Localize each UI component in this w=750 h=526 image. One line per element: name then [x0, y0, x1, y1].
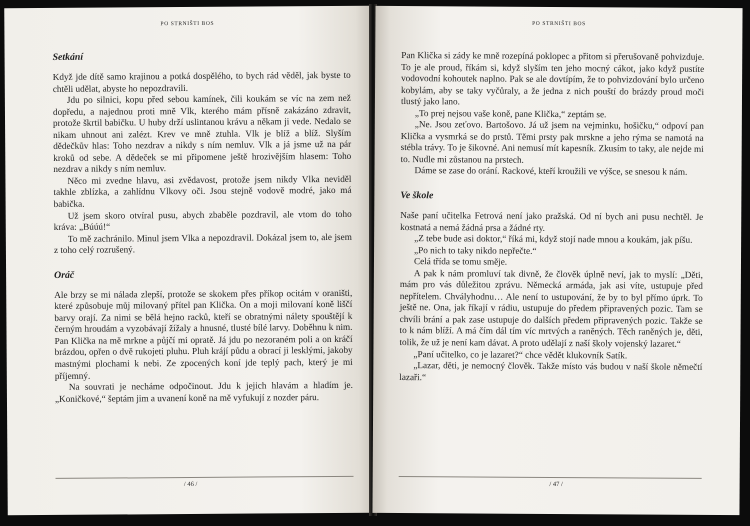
left-page-body — [53, 50, 354, 473]
paragraph: Celá třída se tomu směje. — [413, 256, 508, 267]
running-head: PO STRNIŠTI BOS — [532, 20, 586, 28]
paragraph: „Lazar, děti, je nemocný člověk. Takže místo vás budou v naší škole němečtí lazaři.“ — [399, 360, 703, 382]
paragraph: Dáme se zase do orání. Rackové, kteří kroužili ve výšce, se snesou k nám. — [414, 165, 688, 178]
right-page-body — [399, 50, 705, 473]
paragraph: „Z tebe bude asi doktor,“ říká mi, když stojí nade mnou a koukám, jak píšu. — [414, 233, 693, 245]
paragraph: „To prej nejsou vaše koně, pane Klička,“ zeptám se. — [414, 107, 607, 120]
paragraph: Naše paní učitelka Fetrová není jako pražská. Od ní bych ani pusu nechtěl. Je kostnatá a nemá žádná prsa a žádné rty. — [400, 210, 704, 233]
paragraph: „Po nich to taky nikdo nepřečte.“ — [414, 244, 537, 256]
paragraph: Něco mi zvedne hlavu, asi zvědavost, protože jsem nikdy Vlka neviděl takhle zblízka, a zahlídnu Vlkovy oči. Jsou stejně vodově modré, jako má babička. — [53, 173, 352, 209]
paragraph: Jdu po silnici, kopu před sebou kamínek, čili koukám se víc na zem než dopředu, a najednou proti mně Vlk, kterého mám přísně zakázáno zdravit, protože škrtil babičku. U huby drží uslintanou krávu a někam ji vede. Nedalo se nikam uhnout ani zalézt. Krev ve mně ztuhla. Vlk je blíž a blíž. Slyším dědečkův hlas: Toho nezdrav a nikdy s ním nemluv. Vlk a já jsme už na pár kroků od sebe. A dědeček se mi připomene ještě hrozivějším hlasem: Toho nezdrav a nikdy s ním nemluv. — [52, 92, 352, 175]
left-page — [4, 6, 374, 516]
page-number: / 46 / — [183, 480, 198, 489]
page-number: / 47 / — [549, 480, 563, 489]
section-heading: Setkání — [52, 51, 84, 63]
paragraph: A pak k nám promluví tak divně, že člověk úplně neví, jak to myslí: „Děti, mám pro vás důležitou zprávu. Německá armáda, jak asi víte, ustupuje před nepřítelem. Chvályhodnu… Ale není to ustupování, že by to byl přímo úprk. To ještě ne. Ona, jak říkají v rádiu, ustupuje do předem připravených pozic. Tam se chvíli brání a pak zase ustupuje do dalších předem připravených pozic. Takže se to k nám blíží. A má čím dál tím víc mrtvých a raněných. Těch raněných je, děti, tolik, že už je není kam dávat. A proto udělají z naší školy vojenský lazaret.“ — [399, 267, 703, 349]
paragraph: Ale brzy se mi nálada zlepší, protože se skokem přes příkop ocitám v oraništi, které způsobuje můj milovaný přítel pan Klička. On a moji milovaní koně liščí barvy orají. Za nimi se bělá hejno racků, kteří se obratnými nálety spouštějí k černým hroudám a vyzobávají žížaly a hnusné, tlusté bílé larvy. Doběhnu k nim. Pan Klička na mě mrkne a půjčí mi opratě. Já jdu po nezoraném poli a on kráčí brázdou, opřen o dvě rukojeti pluhu. Pluh krájí půdu a obrací ji lesklými, jakoby mastnými plochami k nebi. Ze zpocených koní jde teplý pach, který je mi příjemný. — [54, 287, 353, 381]
section-heading: Oráč — [54, 269, 75, 281]
paragraph: Když jde dítě samo krajinou a potká dospělého, to bych rád věděl, jak byste to chtěli udělat, abyste ho nepozdravili. — [52, 69, 351, 94]
footer-rule — [56, 476, 354, 479]
paragraph: „Ne. Jsou zeťovo. Bartošovo. Já už jsem na vejminku, hošičku,“ odpoví pan Klička a vysmrká se do prstů. Těmi prsty pak mrskne a jeho rýma se namotá na stébla trávy. To je šikovné. Ani nemusí mít kapesník. Zkusím to taky, ale nejde mi to. Nudle mi zůstanou na prstech. — [400, 119, 704, 165]
section-heading: Ve škole — [400, 190, 434, 202]
footer-rule — [399, 476, 702, 479]
paragraph: Pan Klička si zády ke mně rozepíná poklopec a přitom si přerušovaně pohvizduje. To je ale proud, říkám si, když slyším ten jeho mocný cákot, jako když pustíte vodovodní kohoutek naplno. Pak se ale dovtípím, že to pohvizdování bylo určeno kobylám, aby se taky vyčůraly, a že jedna z nich pouští do brázdy proud moči tlustý jako lano. — [400, 50, 705, 107]
paragraph: To mě zachránilo. Minul jsem Vlka a nepozdravil. Dokázal jsem to, ale jsem z toho celý rozrušený. — [53, 231, 352, 256]
right-page — [372, 6, 742, 515]
paragraph: „Paní učitelko, co je lazaret?“ chce vědět klukovník Satík. — [413, 348, 628, 361]
paragraph: Na souvrati je necháme odpočinout. Jdu k jejich hlavám a hladím je. „Koničkové,“ šeptám jim a uvanení koně na mě vyfukují z nozder páru. — [54, 379, 353, 404]
running-head: PO STRNIŠTI BOS — [160, 20, 215, 28]
paragraph: Už jsem skoro otvíral pusu, abych zbaběle pozdravil, ale vtom do toho kráva: „Búúú!“ — [53, 208, 352, 233]
